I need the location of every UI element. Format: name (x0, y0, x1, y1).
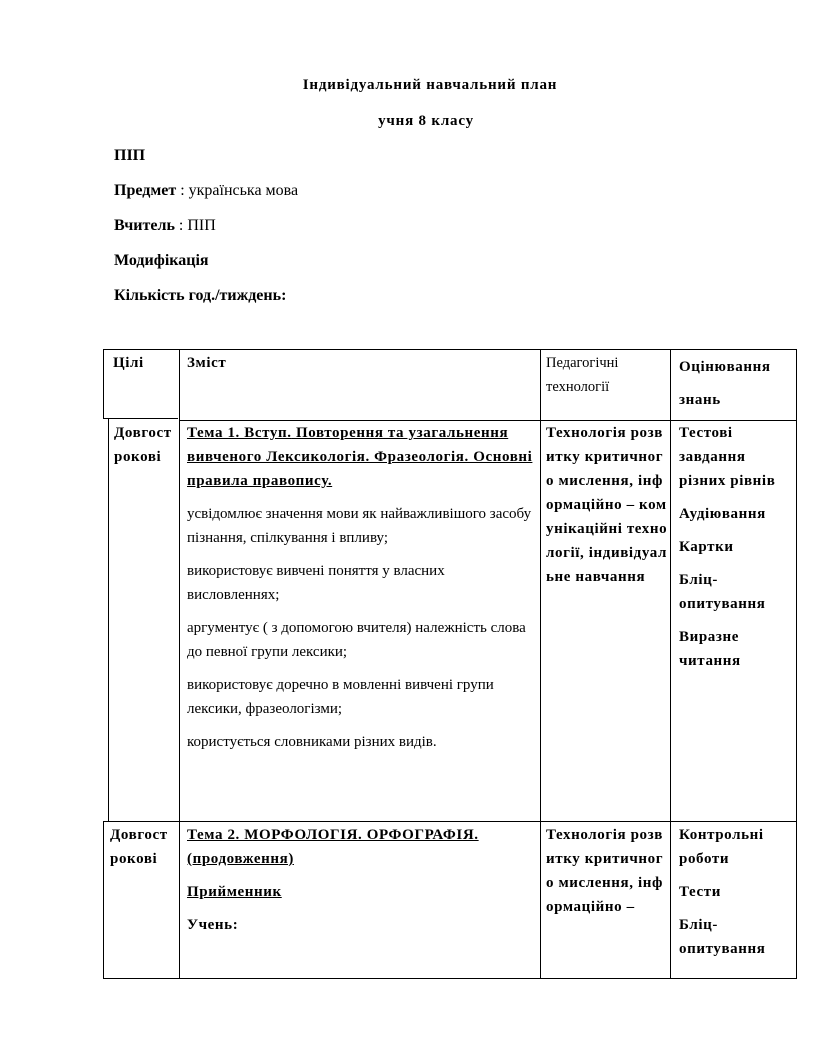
row1-assessment-item: Бліц-опитування (679, 572, 766, 612)
header-assessment: Оцінювання знань (679, 359, 771, 408)
teacher-label: Вчитель (114, 217, 175, 234)
row1-goal: Довгострокові (114, 425, 172, 465)
row1-item: використовує доречно в мовленні вивчені групи лексики, фразеологізми; (187, 677, 494, 717)
row2-assessment-item: Контрольні роботи (679, 827, 764, 867)
row1-item: користується словниками різних видів. (187, 734, 437, 750)
row2-assessment (679, 823, 794, 970)
row2-goal: Довгострокові (110, 827, 168, 867)
row1-topic-b: Повторення та узагальнення вивченого Лексикологія. Фразеологія. Основні правила правопису. (187, 425, 533, 489)
row2-student: Учень: (187, 917, 239, 933)
header-goals: Цілі (113, 355, 144, 371)
row1-item: аргументує ( з допомогою вчителя) належність слова до певної групи лексики; (187, 620, 526, 660)
subject-label: Предмет (114, 182, 177, 199)
document-subtitle: учня 8 класу (378, 113, 474, 129)
row2-tech: Технологія розвитку критичного мислення, інформаційно – (546, 827, 664, 915)
student-name: ПІП (114, 147, 146, 164)
row2-content (187, 823, 537, 946)
header-tech: Педагогічні технології (546, 355, 619, 395)
row2-sub: Прийменник (187, 884, 282, 900)
row1-tech: Технологія розвитку критичного мислення, інформаційно – комунікаційні технології, індивідуальне навчання (546, 425, 668, 585)
row1-content (187, 421, 537, 763)
row1-item: використовує вивчені поняття у власних висловленнях; (187, 563, 445, 603)
row1-topic-a: Тема 1. Вступ. (187, 425, 292, 441)
row1-assessment-item: Тестові завдання різних рівнів (679, 425, 776, 489)
row2-assessment-item: Бліц-опитування (679, 917, 766, 957)
teacher-line (114, 217, 216, 235)
subject-line (114, 182, 298, 200)
subject-value: : українська мова (176, 182, 299, 199)
modification-label: Модифікація (114, 252, 209, 269)
row1-topic (187, 421, 537, 493)
row1-assessment-item: Аудіювання (679, 506, 766, 522)
row1-assessment-item: Картки (679, 539, 734, 555)
row1-item: усвідомлює значення мови як найважливішого засобу пізнання, спілкування і впливу; (187, 506, 532, 546)
row1-assessment (679, 421, 794, 682)
document-title: Індивідуальний навчальний план (302, 77, 558, 93)
row1-assessment-item: Виразне читання (679, 629, 741, 669)
header-content: Зміст (187, 355, 227, 371)
teacher-value: : ПІП (174, 217, 216, 234)
row2-assessment-item: Тести (679, 884, 721, 900)
hours-label: Кількість год./тиждень: (114, 287, 287, 304)
row2-topic: Тема 2. МОРФОЛОГІЯ. ОРФОГРАФІЯ. (продовження) (187, 827, 479, 867)
